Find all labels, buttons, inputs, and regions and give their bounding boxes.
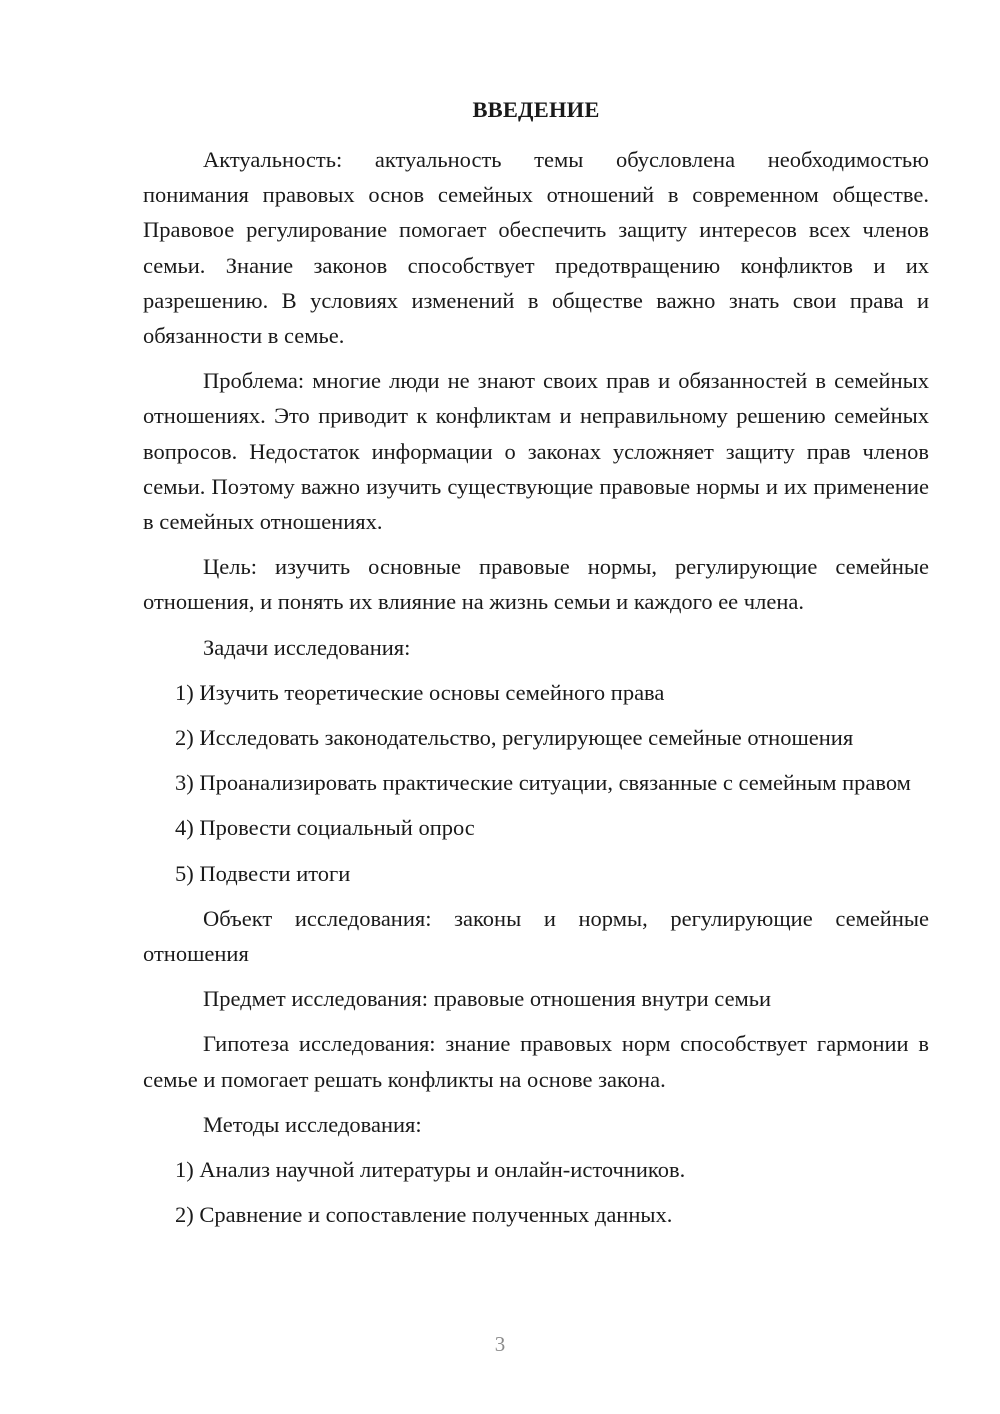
method-item-1: 1) Анализ научной литературы и онлайн-источников. — [175, 1157, 686, 1183]
object-paragraph: Объект исследования: законы и нормы, регулирующие семейные отношения — [143, 905, 929, 967]
task-item-5: 5) Подвести итоги — [175, 860, 351, 886]
hypothesis-paragraph: Гипотеза исследования: знание правовых норм способствует гармонии в семье и помогает решать конфликты на основе закона. — [143, 1031, 929, 1092]
tasks-heading: Задачи исследования: — [203, 634, 411, 660]
goal-paragraph: Цель: изучить основные правовые нормы, регулирующие семейные отношения, и понять их влияние на жизнь семьи и каждого ее члена. — [143, 554, 929, 615]
methods-heading: Методы исследования: — [203, 1111, 422, 1137]
task-item-4: 4) Провести социальный опрос — [175, 815, 475, 841]
subject-paragraph: Предмет исследования: правовые отношения внутри семьи — [203, 986, 772, 1012]
document-page — [143, 92, 929, 1242]
page-title: ВВЕДЕНИЕ — [472, 97, 600, 122]
task-item-2: 2) Исследовать законодательство, регулирующее семейные отношения — [175, 725, 854, 751]
problem-paragraph: Проблема: многие люди не знают своих прав и обязанностей в семейных отношениях. Это приводит к конфликтам и неправильному решению семейных вопросов. Недостаток информации о законах усложняет защиту прав членов семьи. Поэтому важно изучить существующие правовые нормы и их применение в семейных отношениях. — [143, 368, 929, 535]
relevance-paragraph: Актуальность: актуальность темы обусловлена необходимостью понимания правовых основ семейных отношений в современном обществе. Правовое регулирование помогает обеспечить защиту интересов всех членов семьи. Знание законов способствует предотвращению конфликтов и их разрешению. В условиях изменений в обществе важно знать свои права и обязанности в семье. — [143, 147, 929, 349]
method-item-2: 2) Сравнение и сопоставление полученных данных. — [175, 1202, 673, 1228]
task-item-3: 3) Проанализировать практические ситуации, связанные с семейным правом — [175, 770, 911, 796]
page-number: 3 — [494, 1332, 506, 1356]
task-item-1: 1) Изучить теоретические основы семейного права — [175, 679, 665, 705]
